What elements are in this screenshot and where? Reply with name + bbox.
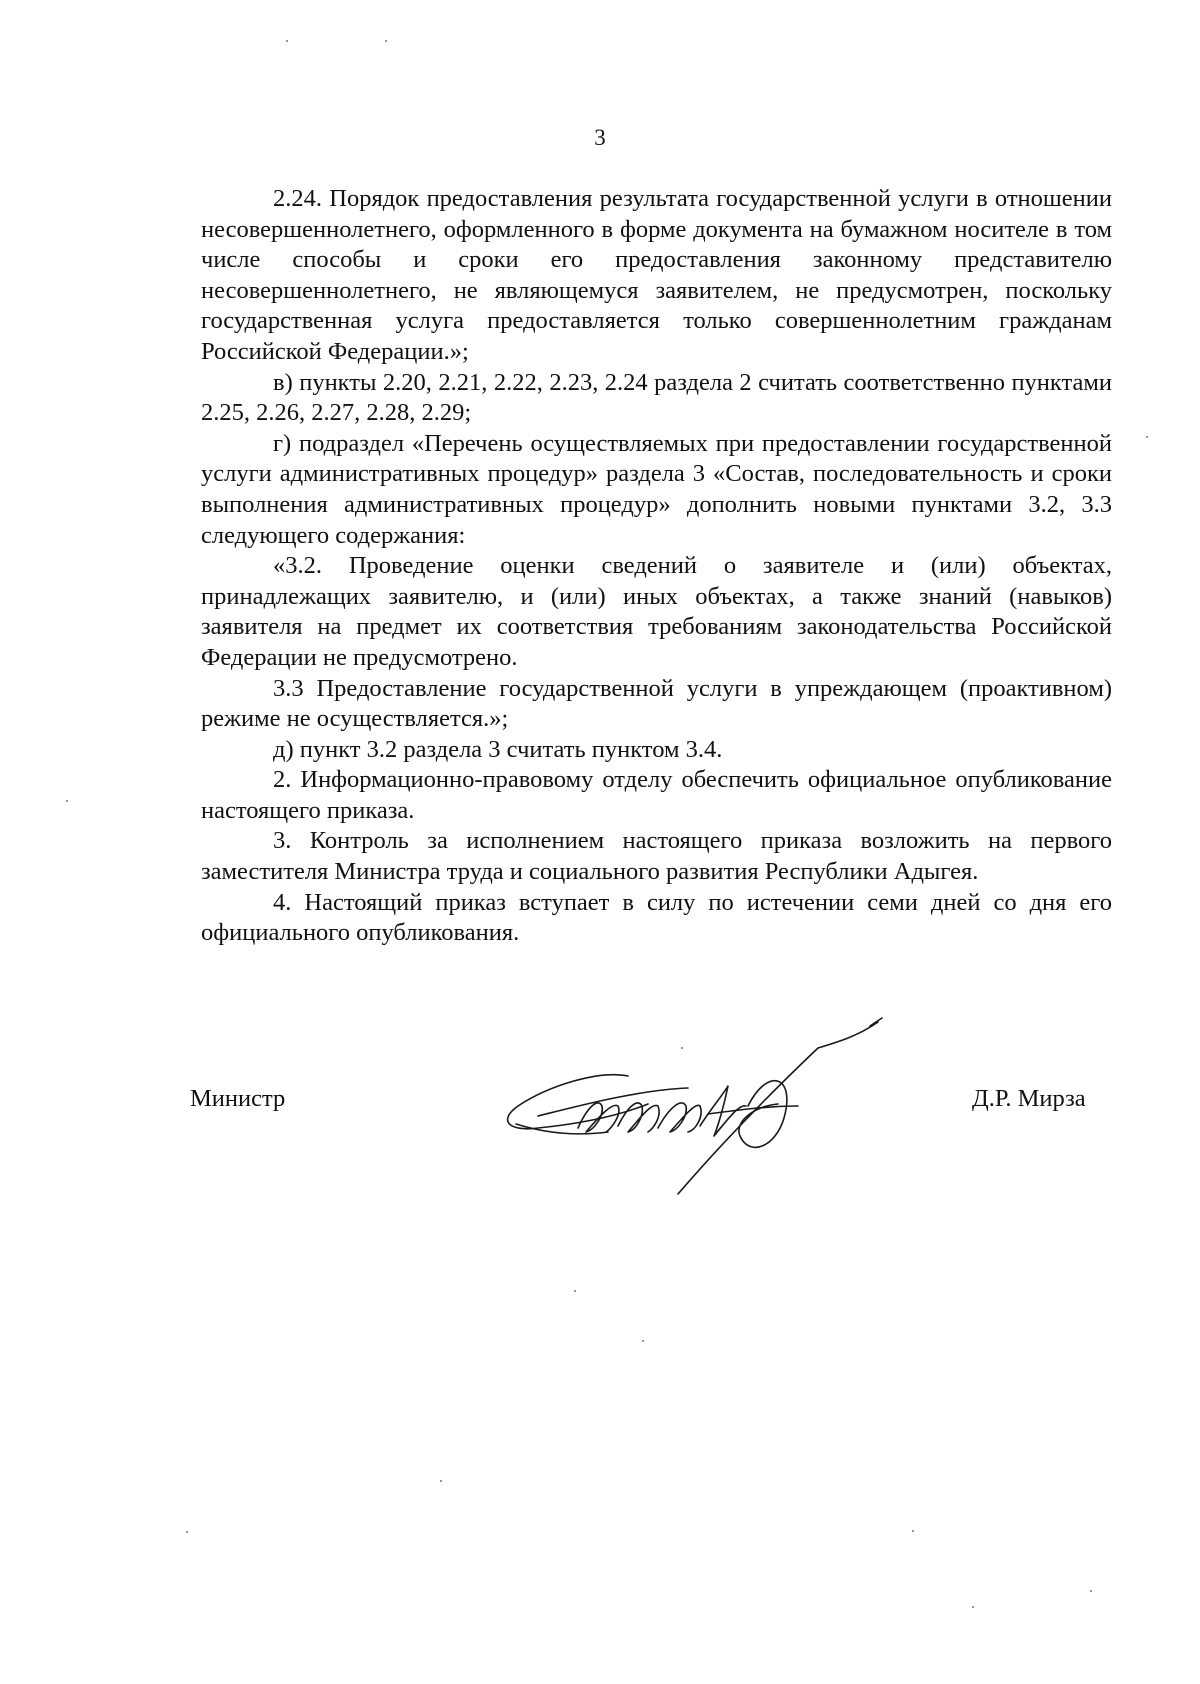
- scan-speck: [385, 40, 387, 42]
- paragraph-3-3: 3.3 Предоставление государственной услуги в упреждающем (проактивном) режиме не осуществляется.»;: [201, 674, 1112, 733]
- scan-speck: [1090, 1590, 1092, 1592]
- paragraph-item-d: д) пункт 3.2 раздела 3 считать пунктом 3.4.: [273, 735, 723, 763]
- scan-speck: [286, 40, 288, 42]
- scan-speck: [440, 1480, 442, 1482]
- signatory-name: Д.Р. Мирза: [972, 1085, 1086, 1112]
- scan-speck: [66, 800, 68, 802]
- scan-speck: [681, 1047, 683, 1049]
- scan-speck: [912, 1530, 914, 1532]
- paragraph-order-3: 3. Контроль за исполнением настоящего приказа возложить на первого заместителя Министра труда и социального развития Республики Адыгея.: [201, 827, 1112, 886]
- paragraph-item-v: в) пункты 2.20, 2.21, 2.22, 2.23, 2.24 раздела 2 считать соответственно пунктами 2.25, 2.26, 2.27, 2.28, 2.29;: [201, 368, 1112, 427]
- paragraph-order-2: 2. Информационно-правовому отделу обеспечить официальное опубликование настоящего приказа.: [201, 766, 1112, 824]
- document-body: [201, 184, 1112, 949]
- paragraph-3-2: «3.2. Проведение оценки сведений о заявителе и (или) объектах, принадлежащих заявителю, и (или) иных объектах, а также знаний (навыков) заявителя на предмет их соответствия требованиям законодательства Российской Федерации не предусмотрено.: [201, 552, 1112, 671]
- page-number: 3: [594, 125, 606, 150]
- signature-block: [0, 1006, 1200, 1206]
- scan-speck: [574, 1290, 576, 1292]
- paragraph-item-g: г) подраздел «Перечень осуществляемых при предоставлении государственной услуги административных процедур» раздела 3 «Состав, последовательность и сроки выполнения административных процедур» дополнить новыми пунктами 3.2, 3.3 следующего содержания:: [201, 429, 1112, 549]
- handwritten-signature-icon: [478, 1006, 898, 1206]
- paragraph-order-4: 4. Настоящий приказ вступает в силу по истечении семи дней со дня его официального опубликования.: [201, 888, 1112, 947]
- scan-speck: [972, 1606, 974, 1608]
- scan-speck: [186, 1531, 188, 1533]
- signatory-position: Министр: [190, 1085, 286, 1112]
- scan-speck: [1146, 436, 1148, 438]
- scan-speck: [642, 1340, 644, 1342]
- paragraph-2-24: 2.24. Порядок предоставления результата государственной услуги в отношении несовершеннолетнего, оформленного в форме документа на бумажном носителе в том числе способы и сроки его предоставления законному представителю несовершеннолетнего, не являющемуся заявителем, не предусмотрен, поскольку государственная услуга предоставляется только совершеннолетним гражданам Российской Федерации.»;: [201, 185, 1112, 365]
